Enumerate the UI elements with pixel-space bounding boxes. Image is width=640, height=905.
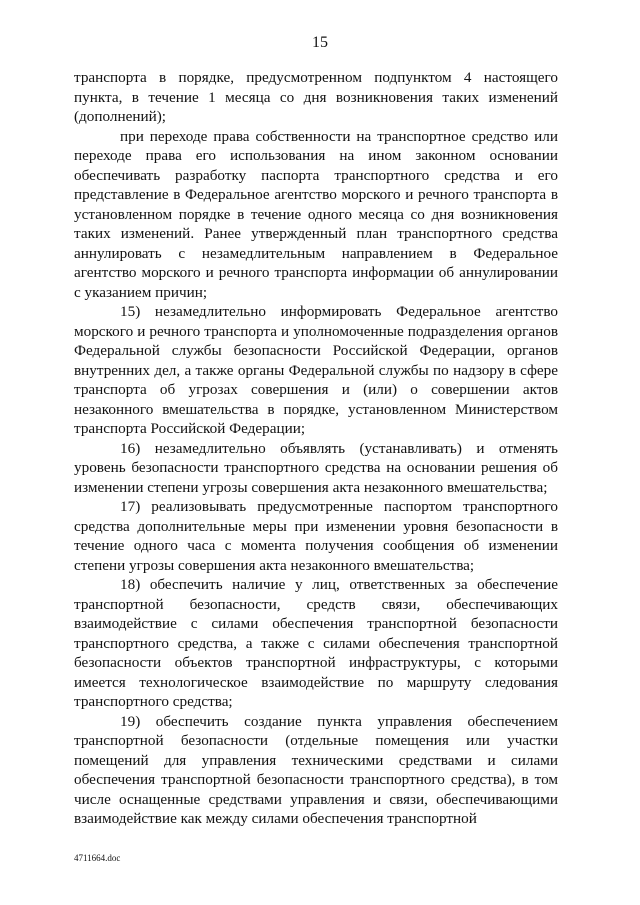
paragraph-item-19: 19) обеспечить создание пункта управления обеспечением транспортной безопасности (отдельные помещения или участки помещений для управления техническими средствами и силами обеспечения транспортной безопасности транспортного средства), в том числе оснащенные средствами управления и связи, обеспечивающими взаимодействие как между силами обеспечения транспортной <box>74 712 558 827</box>
document-body <box>74 68 558 829</box>
paragraph-item-16: 16) незамедлительно объявлять (устанавливать) и отменять уровень безопасности транспортного средства на основании решения об изменении степени угрозы совершения акта незаконного вмешательства; <box>74 439 558 496</box>
paragraph-continuation: транспорта в порядке, предусмотренном подпунктом 4 настоящего пункта, в течение 1 месяца со дня возникновения таких изменений (дополнений); <box>74 69 558 125</box>
paragraph-item-17: 17) реализовывать предусмотренные паспортом транспортного средства дополнительные меры при изменении уровня безопасности в течение одного часа с момента получения сообщения об изменении степени угрозы совершения акта незаконного вмешательства; <box>74 498 558 574</box>
paragraph-item-15: 15) незамедлительно информировать Федеральное агентство морского и речного транспорта и уполномоченные подразделения органов Федеральной службы безопасности Российской Федерации, органов внутренних дел, а также органы Федеральной службы по надзору в сфере транспорта об угрозах совершения и (или) о совершении актов незаконного вмешательства в порядке, установленном Министерством транспорта Российской Федерации; <box>74 303 558 437</box>
page-number: 15 <box>312 34 328 51</box>
paragraph-ownership-transfer: при переходе права собственности на транспортное средство или переходе права его использования на ином законном основании обеспечивать разработку паспорта транспортного средства и его представление в Федеральное агентство морского и речного транспорта в установленном порядке в течение одного месяца со дня возникновения таких изменений. Ранее утвержденный план транспортного средства аннулировать с незамедлительным направлением в Федеральное агентство морского и речного транспорта информации об аннулировании с указанием причин; <box>74 127 558 301</box>
paragraph-item-18: 18) обеспечить наличие у лиц, ответственных за обеспечение транспортной безопасности, средств связи, обеспечивающих взаимодействие с силами обеспечения транспортной безопасности транспортного средства, а также с силами обеспечения транспортной безопасности объектов транспортной инфраструктуры, с которыми имеется технологическое взаимодействие по маршруту следования транспортного средства; <box>74 576 558 710</box>
footer-file-name: 4711664.doc <box>74 853 121 863</box>
